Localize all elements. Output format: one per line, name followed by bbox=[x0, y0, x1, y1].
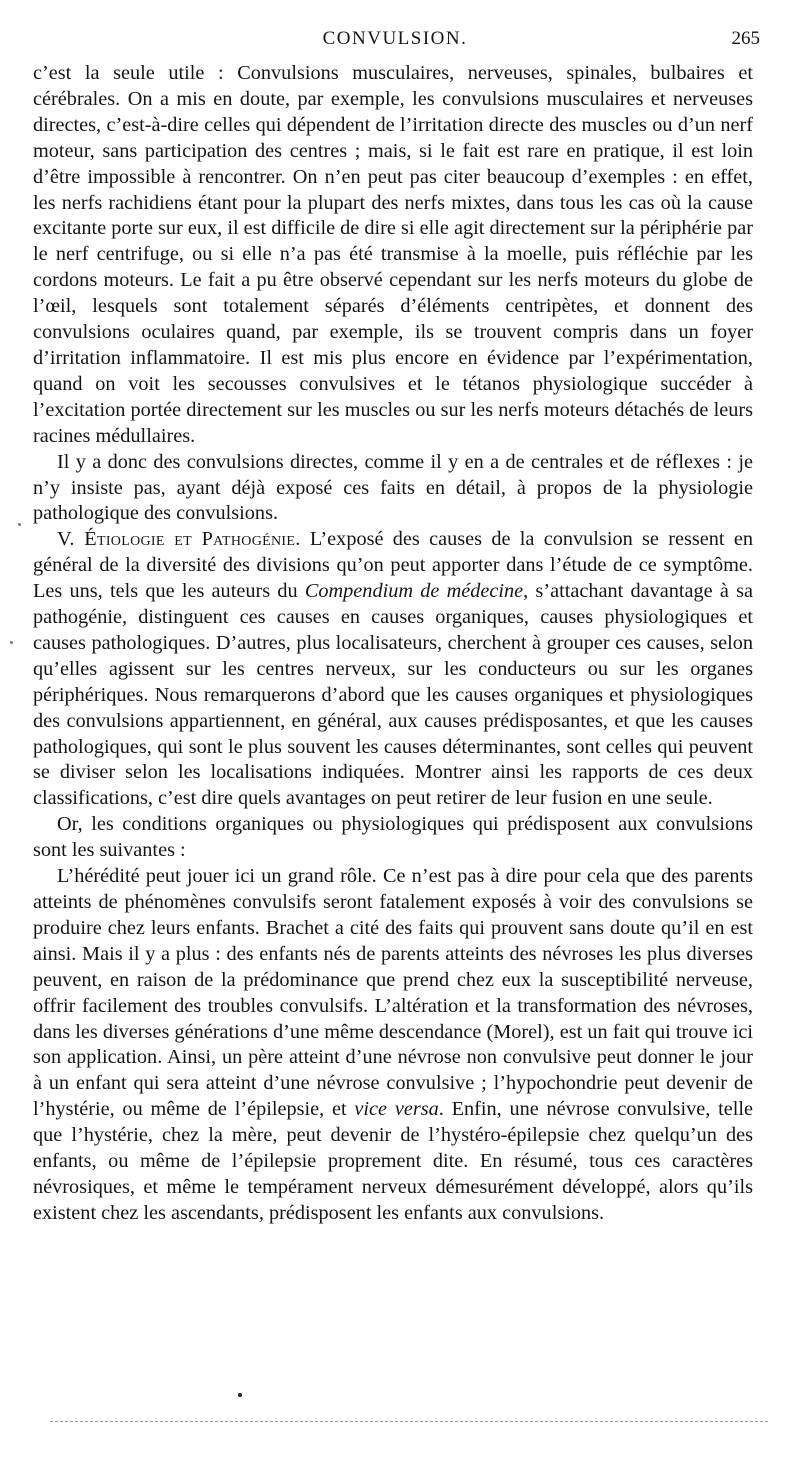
margin-mark bbox=[10, 641, 13, 644]
stray-ink-dot bbox=[238, 1393, 242, 1397]
body-text bbox=[33, 61, 753, 1227]
margin-mark bbox=[18, 523, 21, 526]
paragraph-4: Or, les conditions organiques ou physiologiques qui prédisposent aux convulsions sont les suivantes : bbox=[33, 813, 753, 862]
paragraph-3-text-b: , s’attachant davantage à sa pathogénie, distinguent ces causes en causes organiques, causes physiologiques et causes pathologiques. D’autres, plus localisateurs, cherchent à grouper ces causes, selon qu’elles agissent sur les centres nerveux, sur les conducteurs ou sur les organes périphériques. Nous remarquerons d’abord que les causes organiques et physiologiques des convulsions appartiennent, en général, aux causes prédisposantes, et que les causes pathologiques, qui sont le plus souvent les causes déterminantes, sont celles qui peuvent se diviser selon les localisations indiquées. Montrer ainsi les rapports de ces deux classifications, c’est dire quels avantages on peut retirer de leur fusion en une seule. bbox=[33, 580, 753, 810]
paragraph-5-text-a: L’hérédité peut jouer ici un grand rôle. Ce n’est pas à dire pour cela que des parents atteints de phénomènes convulsifs seront fatalement exposés à voir des convulsions se produire chez leurs enfants. Brachet a cité des faits qui prouvent sans doute qu’il en est ainsi. Mais il y a plus : des enfants nés de parents atteints des névroses les plus diverses peuvent, en raison de la prédominance que prend chez eux la susceptibilité nerveuse, offrir facilement des troubles convulsifs. L’altération et la transformation des névroses, dans les diverses générations d’une même descendance (Morel), est un fait qui trouve ici son application. Ainsi, un père atteint d’une névrose non convulsive peut donner le jour à un enfant qui sera atteint d’une névrose convulsive ; l’hypochondrie peut devenir de l’hystérie, ou même de l’épilepsie, et bbox=[33, 865, 753, 1121]
paragraph-5-text-b: . Enfin, une névrose convulsive, telle que l’hystérie, chez la mère, peut devenir de l’hystéro-épilepsie chez quelqu’un des enfants, ou même de l’épilepsie proprement dite. En résumé, tous ces caractères névrosiques, et même le tempérament nerveux démesurément développé, alors qu’ils existent chez les ascendants, prédisposent les enfants aux convulsions. bbox=[33, 1098, 753, 1224]
footer-dotted-rule bbox=[50, 1421, 768, 1422]
page-header bbox=[30, 24, 760, 56]
paragraph-3-text-a: L’exposé des causes de la convulsion se ressent en général de la diversité des divisions qu’on peut apporter dans l’étude de ce symptôme. Les uns, tels que les auteurs du bbox=[33, 528, 753, 603]
paragraph-3 bbox=[33, 527, 753, 812]
paragraph-1: c’est la seule utile : Convulsions musculaires, nerveuses, spinales, bulbaires et cérébrales. On a mis en doute, par exemple, les convulsions musculaires et nerveuses directes, c’est-à-dire celles qui dépendent de l’irritation directe des muscles ou d’un nerf moteur, sans participation des centres ; mais, si le fait est rare en pratique, il est loin d’être impossible à rencontrer. On n’en peut pas citer beaucoup d’exemples : en effet, les nerfs rachidiens étant pour la plupart des nerfs mixtes, dans tous les cas où la cause excitante porte sur eux, il est difficile de dire si elle agit directement sur la périphérie par le nerf centrifuge, ou si elle n’a pas été transmise à la moelle, puis réfléchie par les cordons moteurs. Le fait a pu être observé cependant sur les nerfs moteurs du globe de l’œil, lesquels sont totalement séparés d’éléments centripètes, et donnent des convulsions oculaires quand, par exemple, ils se trouvent compris dans un foyer d’irritation inflammatoire. Il est mis plus encore en évidence par l’expérimentation, quand on voit les secousses convulsives et le tétanos physiologique succéder à l’excitation portée directement sur les muscles ou sur les nerfs moteurs détachés de leurs racines médullaires. bbox=[33, 62, 753, 447]
page-number: 265 bbox=[731, 28, 760, 49]
section-heading: V. Étiologie et Pathogénie. bbox=[57, 528, 301, 551]
cited-work-title: Compendium de médecine bbox=[304, 580, 524, 603]
latin-phrase: vice versa bbox=[354, 1098, 439, 1121]
paragraph-2: Il y a donc des convulsions directes, comme il y en a de centrales et de réflexes : je n’y insiste pas, ayant déjà exposé ces faits en détail, à propos de la physiologie pathologique des convulsions. bbox=[33, 450, 753, 525]
paragraph-5 bbox=[33, 864, 753, 1227]
running-title: CONVULSION. bbox=[322, 28, 468, 49]
